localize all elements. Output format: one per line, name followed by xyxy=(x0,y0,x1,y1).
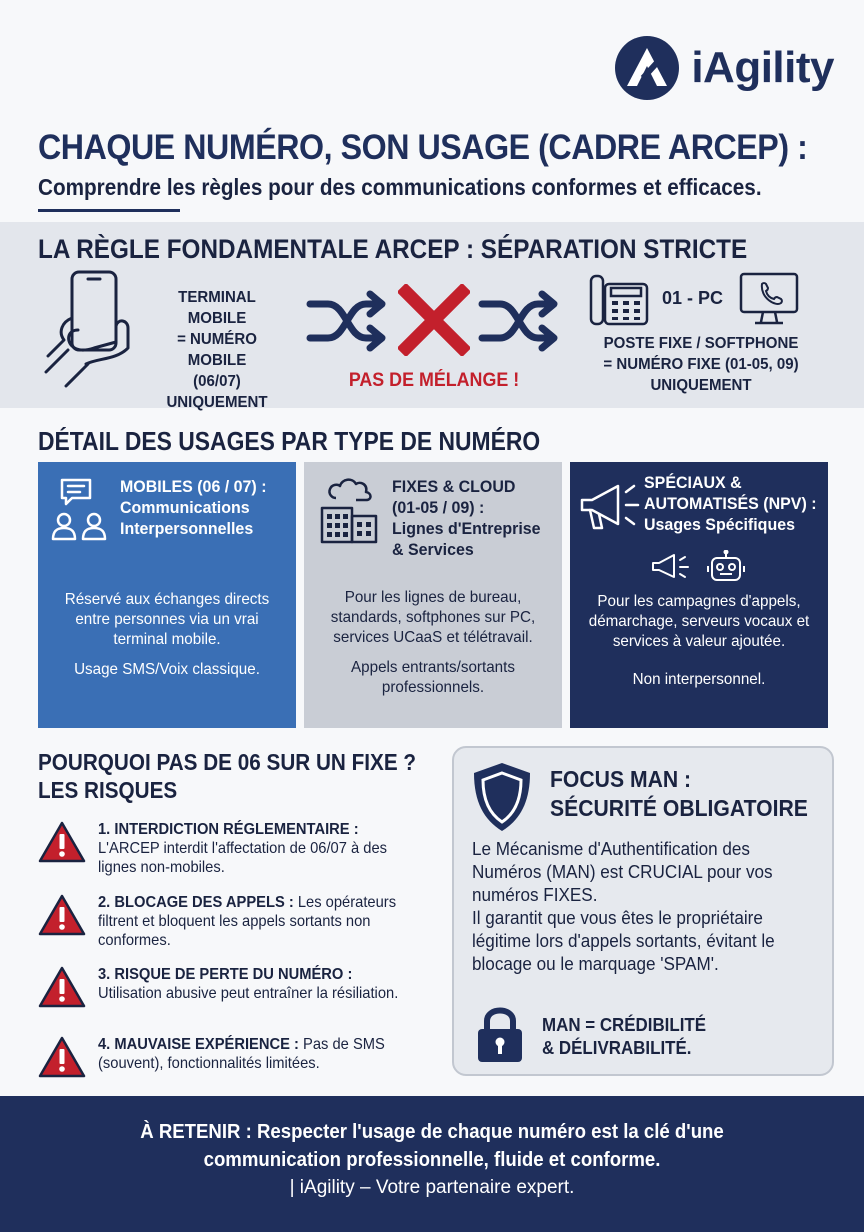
card-heading-line: FIXES & CLOUD xyxy=(392,477,516,496)
footer-banner xyxy=(0,1096,864,1232)
focus-paragraph: Il garantit que vous êtes le propriétaire légitime lors d'appels sortants, évitant le blocage ou le marquage 'SPAM'. xyxy=(472,908,775,974)
small-megaphone-icon xyxy=(650,552,692,582)
usages-title: DÉTAIL DES USAGES PAR TYPE DE NUMÉRO xyxy=(38,426,541,456)
fixe-rule-text xyxy=(574,333,828,396)
card-heading-line: Lignes d'Entreprise xyxy=(392,519,541,538)
footer-tagline: | iAgility – Votre partenaire expert. xyxy=(289,1177,575,1198)
mobile-rule-line: (06/07) xyxy=(193,373,241,390)
card-paragraph: Pour les lignes de bureau, standards, softphones sur PC, services UCaaS et télétravail. xyxy=(330,589,536,646)
page-subtitle: Comprendre les règles pour des communications conformes et efficaces. xyxy=(38,174,762,200)
card-heading-line: AUTOMATISÉS (NPV) : xyxy=(644,494,817,513)
brand-logo xyxy=(613,34,834,102)
risk-text xyxy=(98,1035,420,1073)
warning-icon xyxy=(38,893,86,937)
risk-text xyxy=(98,820,420,877)
risk-description: Les opérateurs filtrent et bloquent les appels sortants non conformes. xyxy=(98,894,397,949)
risk-label: 2. BLOCAGE DES APPELS : xyxy=(98,894,294,911)
risk-label: 1. INTERDICTION RÉGLEMENTAIRE : xyxy=(98,821,359,838)
risk-text xyxy=(98,965,420,1003)
page-title: CHAQUE NUMÉRO, SON USAGE (CADRE ARCEP) : xyxy=(38,128,808,167)
card-paragraph: Non interpersonnel. xyxy=(632,671,766,688)
cloud-building-icon xyxy=(314,476,386,544)
mobile-rule-text xyxy=(147,287,288,413)
focus-title xyxy=(550,765,808,823)
usage-card-special xyxy=(570,462,828,728)
mobile-rule-line: UNIQUEMENT xyxy=(166,394,268,411)
red-cross-icon xyxy=(398,284,470,356)
footer-message: À RETENIR : Respecter l'usage de chaque numéro est la clé d'une communication professionnelle, fluide et conforme. xyxy=(140,1121,724,1171)
title-divider xyxy=(38,209,180,212)
robot-icon xyxy=(706,550,746,584)
desk-phone-icon xyxy=(588,270,650,328)
iagility-logo-icon xyxy=(613,34,681,102)
mobile-rule-line: = NUMÉRO MOBILE xyxy=(177,331,257,369)
card-body xyxy=(584,592,814,700)
lock-icon xyxy=(474,1004,526,1064)
card-heading-line: Communications xyxy=(120,498,250,517)
card-paragraph: Appels entrants/sortants professionnels. xyxy=(351,659,515,696)
risk-label: 3. RISQUE DE PERTE DU NUMÉRO : xyxy=(98,966,353,983)
megaphone-icon xyxy=(578,478,642,536)
card-heading xyxy=(392,476,541,560)
warning-icon xyxy=(38,820,86,864)
card-heading xyxy=(120,476,267,539)
risk-text xyxy=(98,893,420,950)
risk-label: 4. MAUVAISE EXPÉRIENCE : xyxy=(98,1036,299,1053)
warning-icon xyxy=(38,1035,86,1079)
card-body xyxy=(52,590,282,690)
risk-description: Pas de SMS (souvent), fonctionnalités limitées. xyxy=(98,1036,385,1072)
shuffle-arrows-icon xyxy=(306,290,388,352)
focus-text xyxy=(472,838,805,976)
no-mix-warning: PAS DE MÉLANGE ! xyxy=(348,370,520,391)
usage-card-mobile xyxy=(38,462,296,728)
monitor-phone-icon xyxy=(738,270,800,328)
card-paragraph: Réservé aux échanges directs entre personnes via un vrai terminal mobile. xyxy=(64,591,270,648)
card-heading-line: & Services xyxy=(392,540,474,559)
rule-title: LA RÈGLE FONDAMENTALE ARCEP : SÉPARATION STRICTE xyxy=(38,234,748,264)
card-heading-line: (01-05 / 09) : xyxy=(392,498,485,517)
focus-paragraph: Le Mécanisme d'Authentification des Numéros (MAN) est CRUCIAL pour vos numéros FIXES. xyxy=(472,839,773,905)
risks-title-line: POURQUOI PAS DE 06 SUR UN FIXE ? xyxy=(38,749,417,775)
fixe-rule-line: = NUMÉRO FIXE (01-05, 09) xyxy=(603,356,799,373)
card-paragraph: Usage SMS/Voix classique. xyxy=(74,661,260,678)
shuffle-arrows-icon xyxy=(478,290,560,352)
usage-card-fixe xyxy=(304,462,562,728)
man-tagline-line: MAN = CRÉDIBILITÉ xyxy=(542,1015,707,1035)
warning-icon xyxy=(38,965,86,1009)
shield-icon xyxy=(470,760,534,834)
brand-name: iAgility xyxy=(691,43,834,92)
risks-title xyxy=(38,748,416,804)
man-tagline-line: & DÉLIVRABILITÉ. xyxy=(542,1038,692,1058)
fixe-rule-line: UNIQUEMENT xyxy=(650,377,752,394)
mobile-rule-line: MOBILE xyxy=(187,310,247,327)
risks-title-line: LES RISQUES xyxy=(38,777,178,803)
card-heading-line: SPÉCIAUX & xyxy=(644,473,742,492)
fixe-rule-line: POSTE FIXE / SOFTPHONE xyxy=(603,335,799,352)
mobile-rule-line: TERMINAL xyxy=(178,289,256,306)
chat-people-icon xyxy=(50,476,108,542)
focus-title-line: FOCUS MAN : xyxy=(550,766,692,792)
card-heading xyxy=(644,472,817,535)
focus-title-line: SÉCURITÉ OBLIGATOIRE xyxy=(550,795,808,821)
man-tagline xyxy=(542,1014,706,1060)
card-body xyxy=(318,588,548,708)
hand-smartphone-icon xyxy=(38,268,134,388)
risk-description: Utilisation abusive peut entraîner la résiliation. xyxy=(98,985,399,1002)
risk-description: L'ARCEP interdit l'affectation de 06/07 à des lignes non-mobiles. xyxy=(98,840,388,876)
card-heading-line: Usages Spécifiques xyxy=(644,515,795,534)
card-paragraph: Pour les campagnes d'appels, démarchage, serveurs vocaux et services à valeur ajoutée. xyxy=(588,593,810,650)
card-heading-line: Interpersonnelles xyxy=(120,519,254,538)
card-heading-line: MOBILES (06 / 07) : xyxy=(120,477,267,496)
pc-label: 01 - PC xyxy=(662,288,724,308)
